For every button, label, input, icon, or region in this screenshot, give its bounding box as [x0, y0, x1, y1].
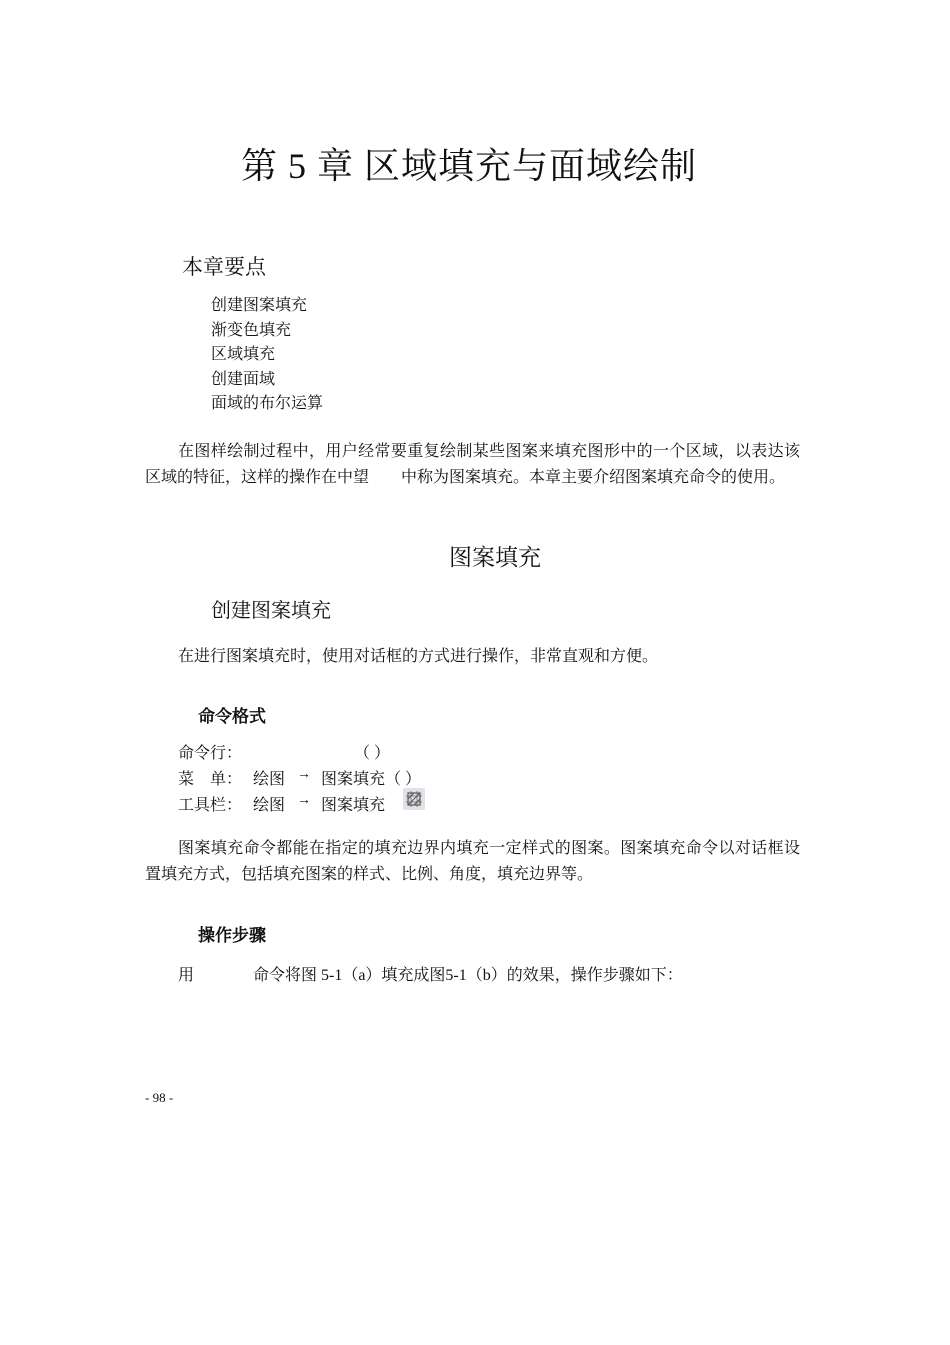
- steps-intro: 命令将图 5-1（a）填充成图5-1（b）的效果，操作步骤如下：: [253, 967, 683, 984]
- key-point-item: 创建面域: [211, 370, 276, 388]
- command-line-value: （ ）: [354, 745, 391, 762]
- steps-prefix: 用: [178, 967, 195, 984]
- description-paragraph: 图案填充命令都能在指定的填充边界内填充一定样式的图案。图案填充命令以对话框设置填充方式，包括填充图案的样式、比例、角度，填充边界等。: [145, 840, 800, 883]
- menu-row: [178, 766, 478, 786]
- chapter-title: 第 5 章 区域填充与面域绘制: [240, 146, 697, 186]
- toolbar-item-draw: 绘图: [253, 797, 286, 814]
- command-line-label: 命令行：: [178, 745, 243, 762]
- menu-item-hatch: 图案填充（ ）: [321, 771, 422, 788]
- steps-heading: 操作步骤: [198, 926, 266, 946]
- toolbar-row: [178, 792, 478, 816]
- toolbar-label: 工具栏：: [178, 797, 243, 814]
- menu-item-draw: 绘图: [253, 771, 286, 788]
- key-points-heading: 本章要点: [182, 255, 266, 279]
- key-point-item: 面域的布尔运算: [211, 395, 324, 413]
- key-point-item: 创建图案填充: [211, 297, 308, 314]
- key-point-item: 区域填充: [211, 346, 276, 364]
- toolbar-item-hatch: 图案填充: [321, 797, 386, 814]
- hatch-icon: [403, 788, 425, 810]
- section-title: 图案填充: [449, 545, 541, 571]
- key-point-item: 渐变色填充: [211, 321, 292, 339]
- command-format-heading: 命令格式: [198, 707, 266, 727]
- intro-paragraph: 在图样绘制过程中，用户经常要重复绘制某些图案来填充图形中的一个区域，以表达该区域的特征，这样的操作在中望 中称为图案填充。本章主要介绍图案填充命令的使用。: [145, 443, 800, 486]
- page-number: - 98 -: [145, 1090, 174, 1105]
- subsection-intro: 在进行图案填充时，使用对话框的方式进行操作，非常直观和方便。: [178, 648, 659, 665]
- subsection-title: 创建图案填充: [211, 598, 331, 622]
- key-points-list: [211, 294, 323, 417]
- arrow-right-icon: →: [297, 767, 311, 782]
- menu-label: 菜 单：: [178, 771, 243, 788]
- command-line-row: [178, 740, 478, 760]
- arrow-right-icon: →: [297, 793, 311, 808]
